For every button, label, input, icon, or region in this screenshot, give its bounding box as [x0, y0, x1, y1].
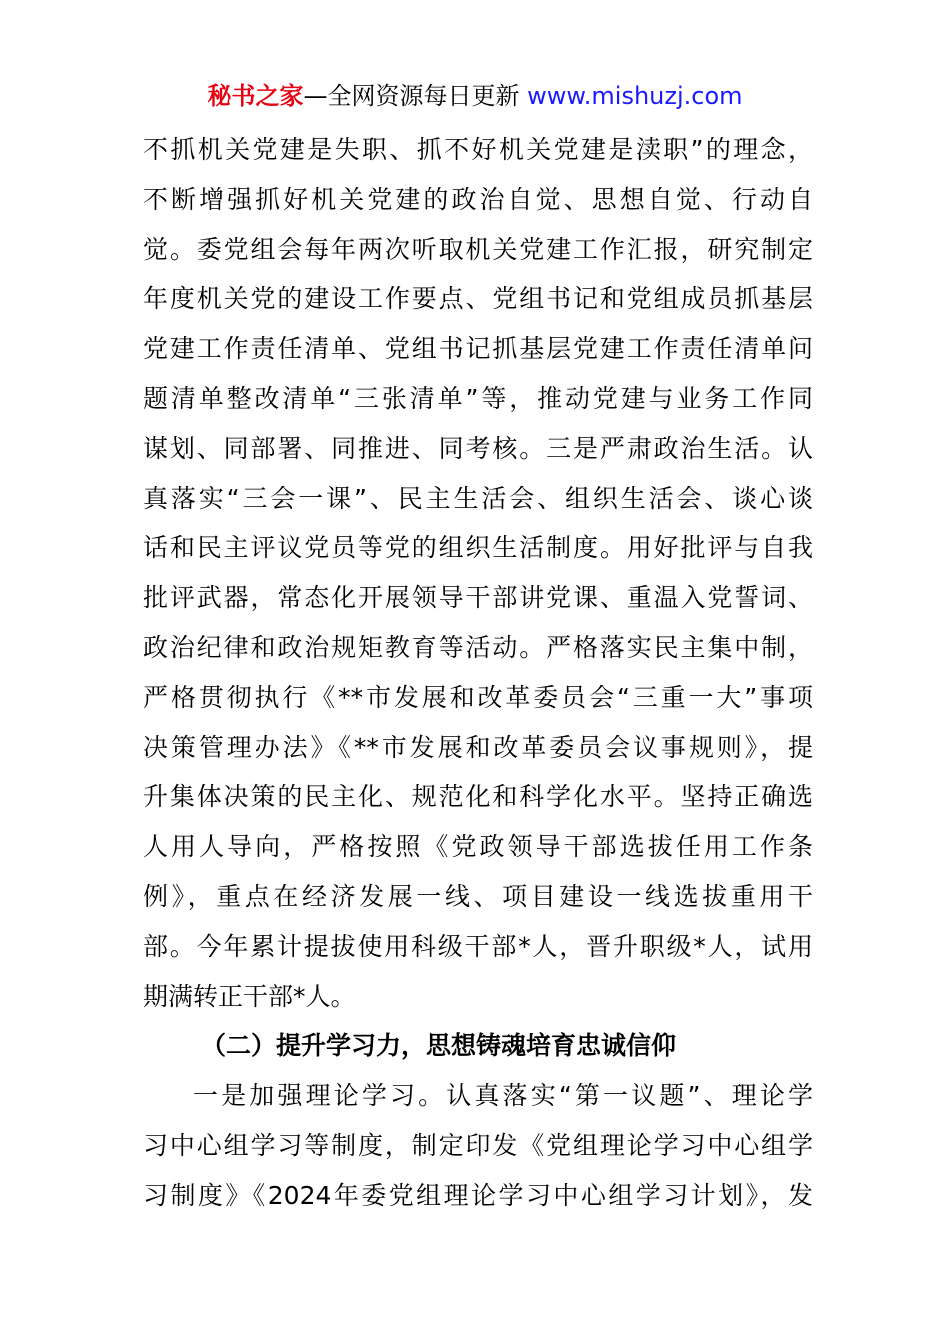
text-line: 人用人导向，严格按照《党政领导干部选拔任用工作条 [143, 832, 813, 862]
text-line: 觉。委党组会每年两次听取机关党建工作汇报，研究制定 [143, 234, 813, 264]
text-line: 年度机关党的建设工作要点、党组书记和党组成员抓基层 [143, 284, 813, 314]
text-line: 真落实“三会一课”、民主生活会、组织生活会、谈心谈 [143, 483, 813, 513]
site-brand: 秘书之家 [207, 82, 304, 110]
site-tagline: —全网资源每日更新 [303, 82, 528, 110]
text-line: 批评武器，常态化开展领导干部讲党课、重温入党誓词、 [143, 583, 813, 613]
text-line: 话和民主评议党员等党的组织生活制度。用好批评与自我 [143, 533, 813, 563]
site-url[interactable]: www.mishuzj.com [527, 82, 743, 110]
text-line: 决策管理办法》《**市发展和改革委员会议事规则》，提 [143, 732, 813, 762]
text-line: 不抓机关党建是失职、抓不好机关党建是渎职”的理念， [143, 135, 813, 164]
text-line: 党建工作责任清单、党组书记抓基层党建工作责任清单问 [143, 334, 813, 364]
text-line: 一是加强理论学习。认真落实“第一议题”、理论学 [193, 1081, 813, 1111]
text-line: 部。今年累计提拔使用科级干部*人，晋升职级*人，试用 [143, 931, 813, 961]
text-line: 严格贯彻执行《**市发展和改革委员会“三重一大”事项 [143, 682, 813, 712]
section-heading: （二）提升学习力，思想铸魂培育忠诚信仰 [201, 1031, 677, 1061]
text-line: 谋划、同部署、同推进、同考核。三是严肃政治生活。认 [143, 433, 813, 463]
text-line: 期满转正干部*人。 [143, 981, 356, 1011]
document-body [143, 125, 813, 1221]
text-line: 政治纪律和政治规矩教育等活动。严格落实民主集中制， [143, 632, 813, 662]
text-line: 升集体决策的民主化、规范化和科学化水平。坚持正确选 [143, 782, 813, 812]
text-line: 习中心组学习等制度，制定印发《党组理论学习中心组学 [143, 1130, 813, 1160]
text-line: 不断增强抓好机关党建的政治自觉、思想自觉、行动自 [143, 184, 813, 214]
text-line: 例》，重点在经济发展一线、项目建设一线选拔重用干 [143, 881, 813, 911]
site-header [0, 78, 950, 114]
text-line: 习制度》《2024年委党组理论学习中心组学习计划》，发 [143, 1180, 813, 1210]
text-line: 题清单整改清单“三张清单”等，推动党建与业务工作同 [143, 383, 813, 413]
